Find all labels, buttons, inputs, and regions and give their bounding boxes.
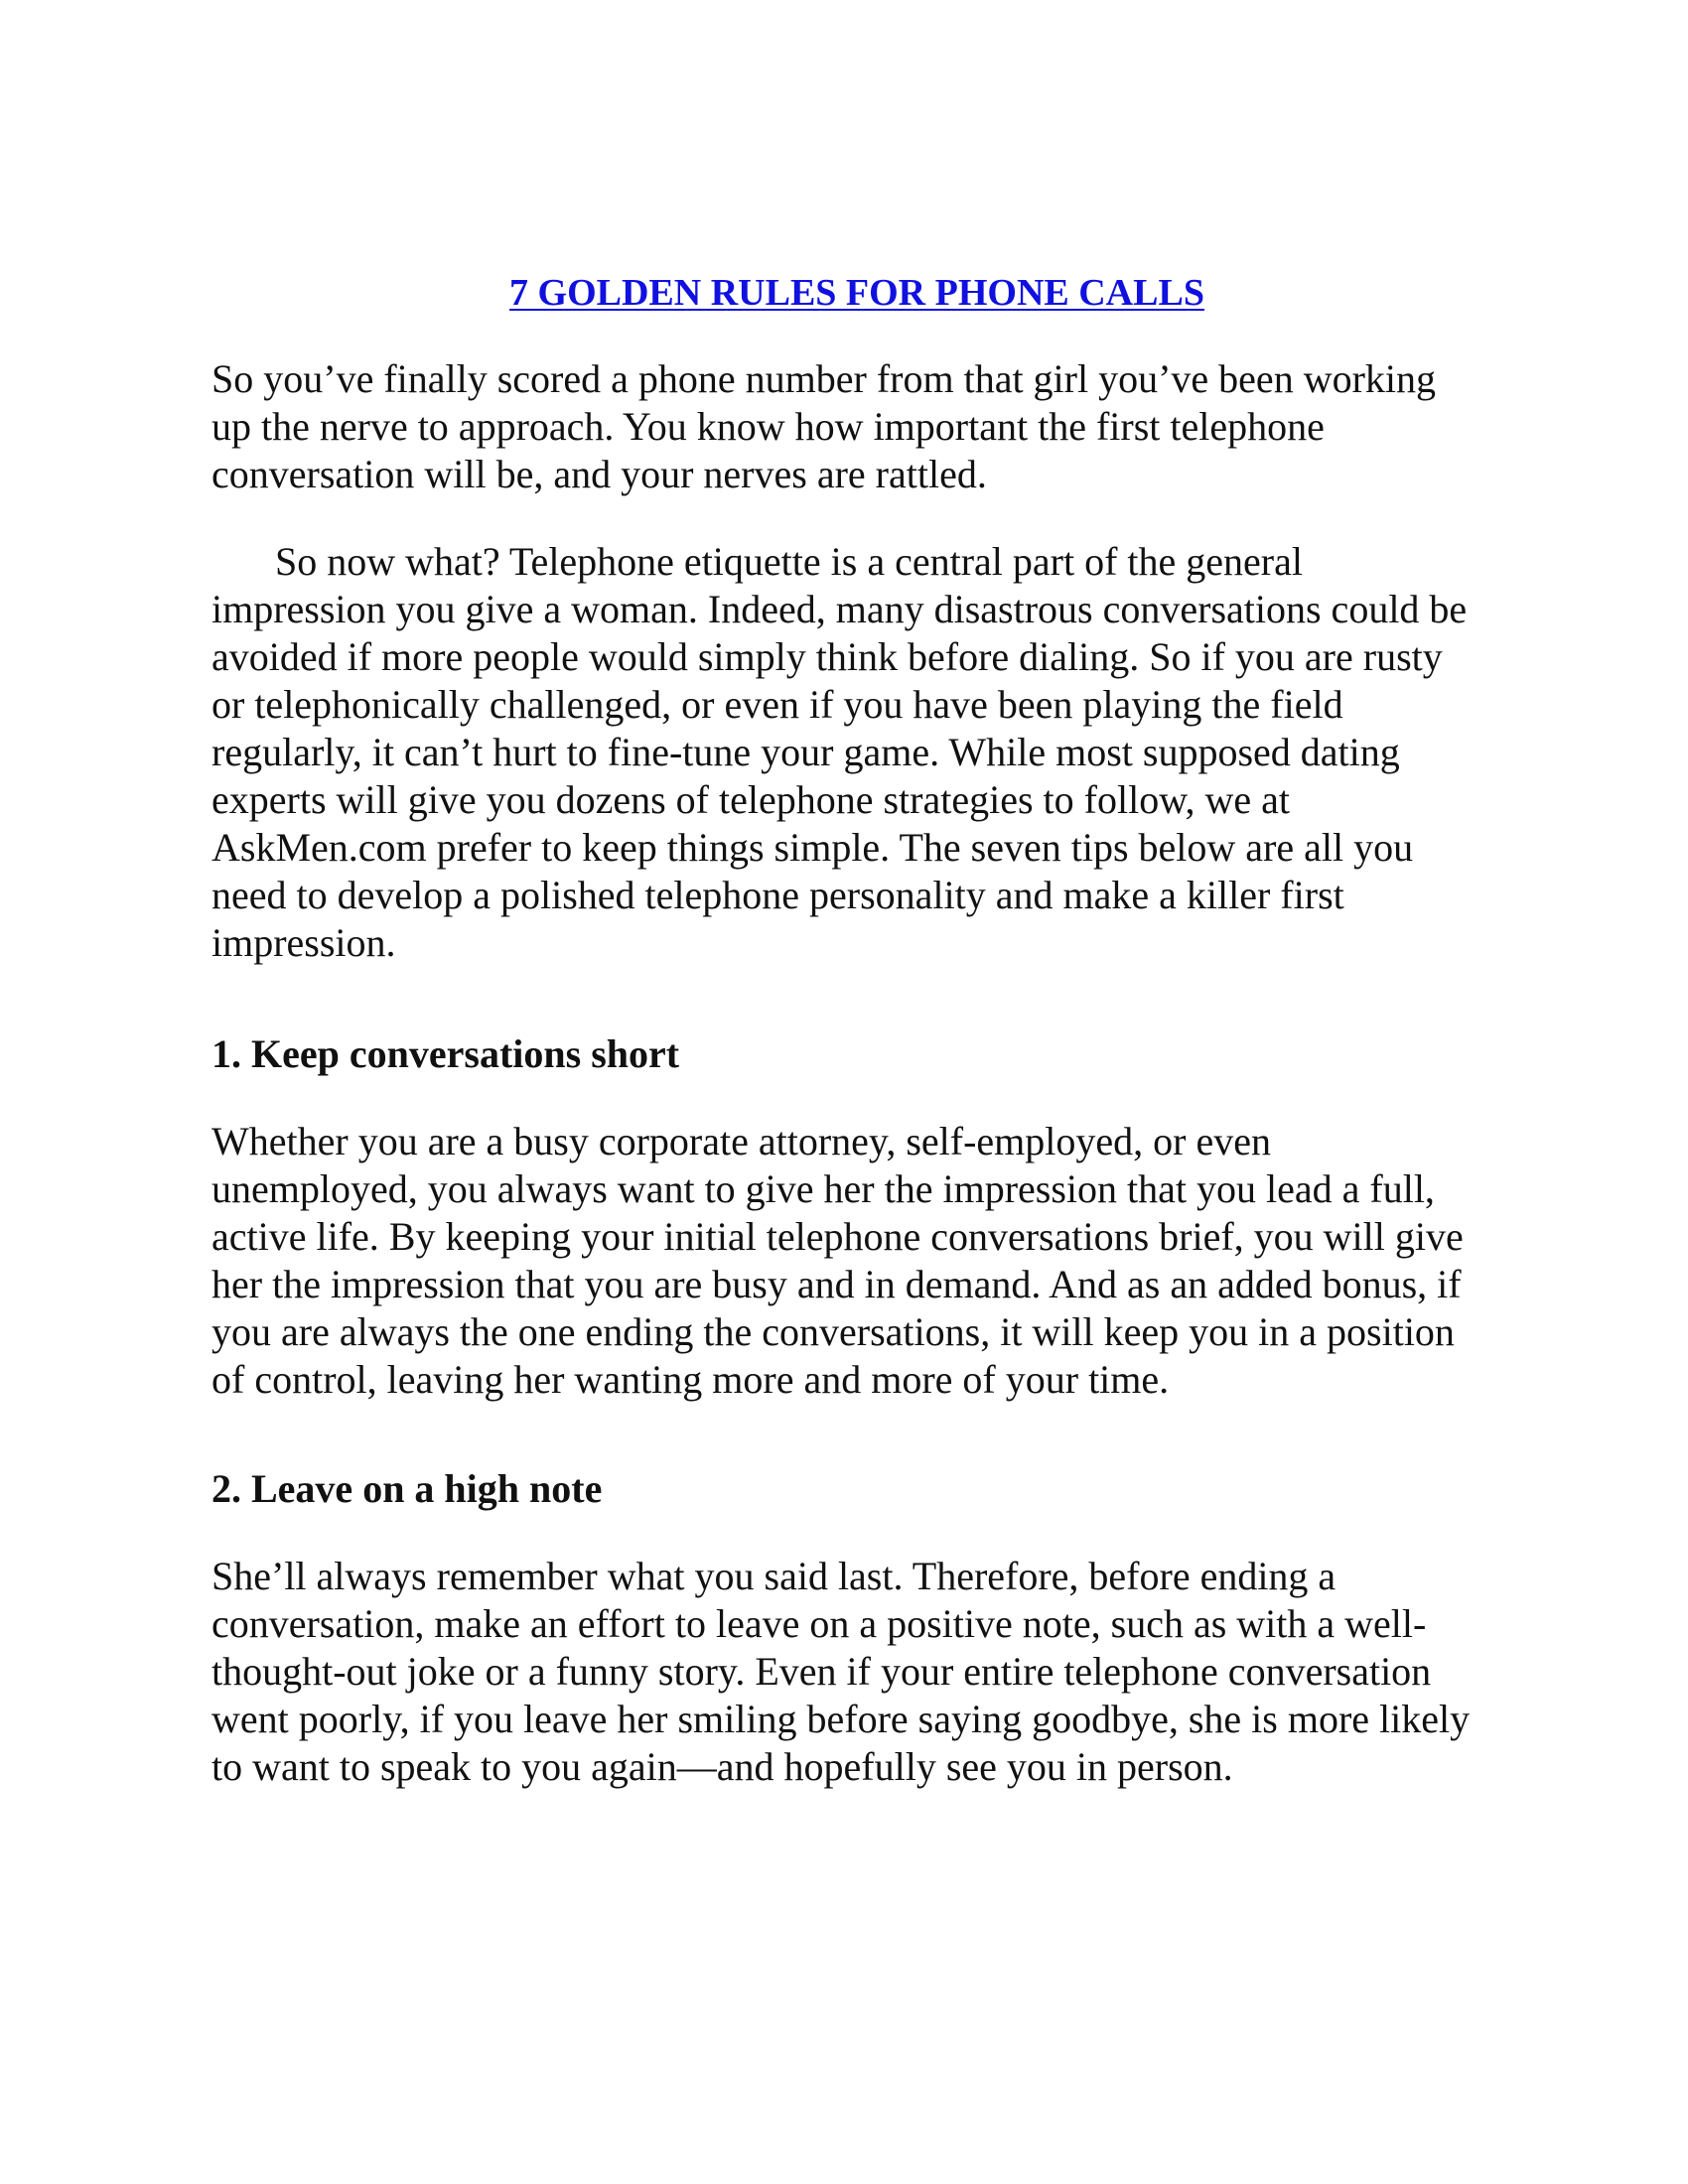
section-paragraph: She’ll always remember what you said last. Therefore, before ending a conversation, make an effort to leave on a positive note, such as with a well-thought-out joke or a funny story. Even if your entire telephone conversation went poorly, if you leave her smiling before saying goodbye, she is more likely to want to speak to you again—and hopefully see you in person.: [211, 1554, 1471, 1789]
section-paragraph: Whether you are a busy corporate attorney, self-employed, or even unemployed, you always want to give her the impression that you lead a full, active life. By keeping your initial telephone conversations brief, you will give her the impression that you are busy and in demand. And as an added bonus, if you are always the one ending the conversations, it will keep you in a position of control, leaving her wanting more and more of your time.: [211, 1119, 1464, 1402]
intro-paragraph: So you’ve finally scored a phone number from that girl you’ve been working up the nerve to approach. You know how important the first telephone conversation will be, and your nerves are rattled.: [211, 356, 1437, 496]
section-heading: 2. Leave on a high note: [211, 1466, 603, 1511]
intro-paragraph: So now what? Telephone etiquette is a central part of the general impression you give a woman. Indeed, many disastrous conversations could be avoided if more people would simply think before dialing. So if you are rusty or telephonically challenged, or even if you have been playing the field regularly, it can’t hurt to fine-tune your game. While most supposed dating experts will give you dozens of telephone strategies to follow, we at AskMen.com prefer to keep things simple. The seven tips below are all you need to develop a polished telephone personality and make a killer first impression.: [211, 539, 1468, 965]
document-title: 7 GOLDEN RULES FOR PHONE CALLS: [509, 272, 1204, 314]
section-heading: 1. Keep conversations short: [211, 1031, 680, 1076]
document-page: [211, 268, 1482, 1791]
